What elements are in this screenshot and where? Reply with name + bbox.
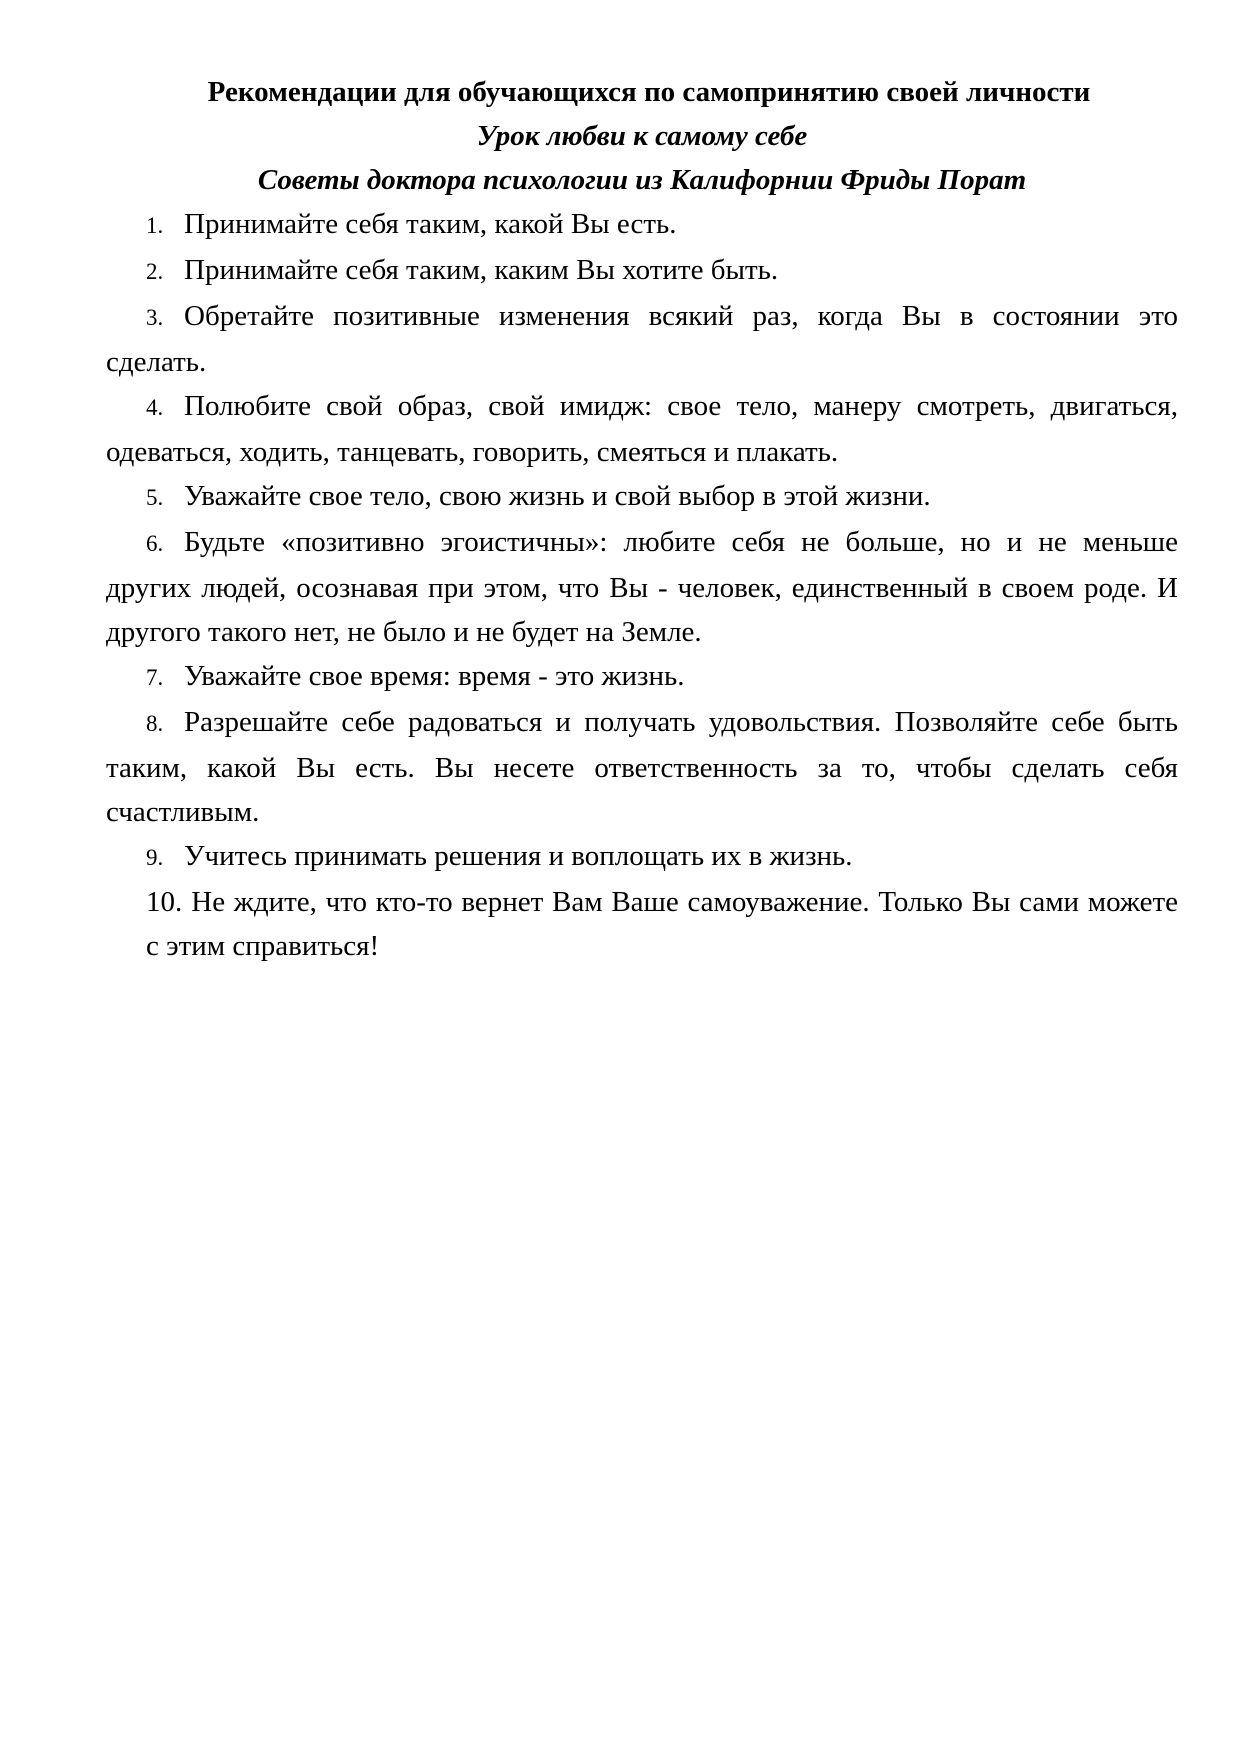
list-item <box>106 834 1178 880</box>
list-item-number: 7. <box>146 665 164 690</box>
list-item-text: Не ждите, что кто-то вернет Вам Ваше самоуважение. Только Вы сами можете с этим справиться! <box>146 886 1178 962</box>
list-item-text: Разрешайте себе радоваться и получать удовольствия. Позволяйте себе быть таким, какой Вы есть. Вы несете ответственность за то, чтобы сделать себя счастливым. <box>106 706 1178 828</box>
list-item <box>106 700 1178 834</box>
document-page <box>106 70 1178 968</box>
list-item-number: 9. <box>146 845 164 870</box>
list-item-text: Принимайте себя таким, каким Вы хотите быть. <box>184 254 779 286</box>
document-subtitle-lesson: Урок любви к самому себе <box>476 120 808 152</box>
list-item-text: Полюбите свой образ, свой имидж: свое тело, манеру смотреть, двигаться, одеваться, ходить, танцевать, говорить, смеяться и плакать. <box>106 390 1178 468</box>
list-item <box>106 202 1178 248</box>
list-item-text: Уважайте свое тело, свою жизнь и свой выбор в этой жизни. <box>184 480 931 512</box>
list-item-text: Учитесь принимать решения и воплощать их в жизнь. <box>184 840 853 872</box>
list-item-number: 3. <box>146 305 164 330</box>
list-item <box>106 654 1178 700</box>
list-item-text: Обретайте позитивные изменения всякий раз, когда Вы в состоянии это сделать. <box>106 300 1178 378</box>
list-item <box>106 294 1178 384</box>
list-item <box>106 248 1178 294</box>
list-item-number: 2. <box>146 259 164 284</box>
list-item <box>106 880 1178 968</box>
list-item-number: 5. <box>146 485 164 510</box>
document-subtitle-advice: Советы доктора психологии из Калифорнии Фриды Порат <box>257 164 1027 196</box>
document-title: Рекомендации для обучающихся по самопринятию своей личности <box>207 76 1091 108</box>
list-item-number: 1. <box>146 213 164 238</box>
list-item <box>106 384 1178 474</box>
list-item <box>106 520 1178 654</box>
list-item-text: Будьте «позитивно эгоистичны»: любите себя не больше, но и не меньше других людей, осознавая при этом, что Вы - человек, единственный в своем роде. И другого такого нет, не было и не будет на Земле. <box>106 526 1178 648</box>
list-item-number: 6. <box>146 531 164 556</box>
list-item-text: Принимайте себя таким, какой Вы есть. <box>184 208 677 240</box>
list-item-number: 8. <box>146 711 164 736</box>
list-item-text: Уважайте свое время: время - это жизнь. <box>184 660 685 692</box>
list-item <box>106 474 1178 520</box>
recommendations-list <box>106 202 1178 968</box>
list-item-number: 4. <box>146 395 164 420</box>
list-item-number: 10. <box>146 886 183 918</box>
